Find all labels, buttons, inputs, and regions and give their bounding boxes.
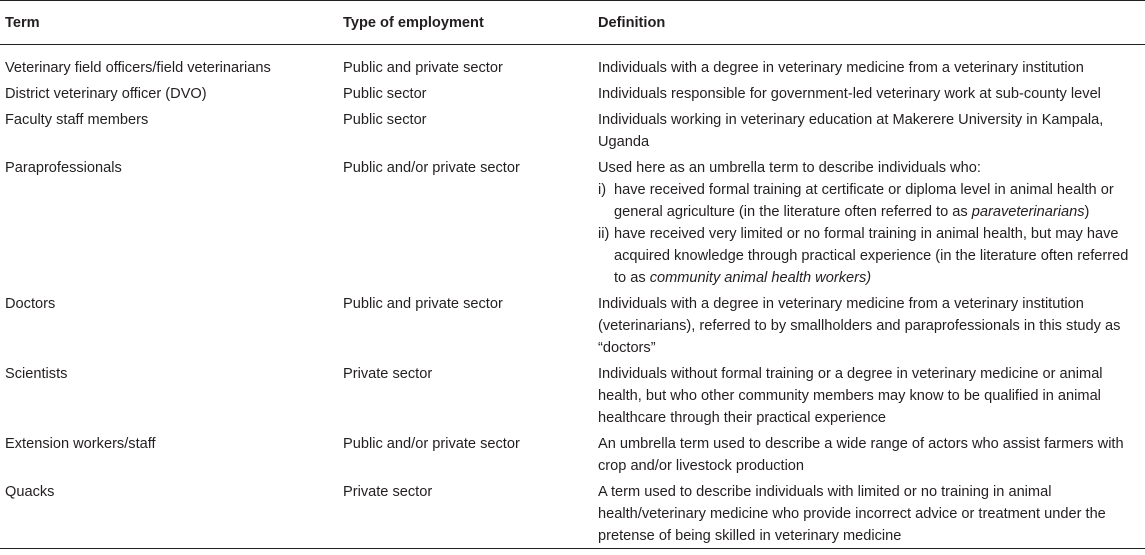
- list-text: have received very limited or no formal training in animal health, but may have acquired knowledge through practical experience (in the literature often referred to as community animal health workers): [614, 226, 1129, 286]
- header-term: Term: [0, 1, 338, 45]
- definition-cell: Individuals with a degree in veterinary medicine from a veterinary institution: [598, 60, 1084, 76]
- header-row: [0, 1, 1145, 45]
- employment-cell: Public sector: [343, 86, 427, 102]
- definition-cell: Individuals responsible for government-led veterinary work at sub-county level: [598, 86, 1101, 102]
- definition-cell: A term used to describe individuals with limited or no training in animal health/veterinary medicine who provide incorrect advice or treatment under the pretense of being skilled in veterinary medicine: [593, 477, 1145, 549]
- employment-cell: Public sector: [343, 112, 427, 128]
- employment-cell: Public and private sector: [343, 296, 503, 312]
- definition-list-item: [598, 179, 1143, 223]
- emphasis-term: community animal health workers): [649, 270, 872, 286]
- definition-list-item: [598, 223, 1143, 289]
- employment-cell: Private sector: [338, 477, 593, 549]
- list-text: have received formal training at certificate or diploma level in animal health or general agriculture (in the literature often referred to as paraveterinarians): [614, 182, 1114, 220]
- table-row: [0, 153, 1145, 289]
- term-cell: Faculty staff members: [5, 112, 149, 128]
- table-row: [0, 79, 1145, 105]
- table-row: [0, 289, 1145, 359]
- employment-cell: Public and private sector: [343, 60, 503, 76]
- table-row: [0, 359, 1145, 429]
- table-row: [0, 105, 1145, 153]
- table-row: [0, 429, 1145, 477]
- table-row: [0, 477, 1145, 549]
- definition-cell: Individuals with a degree in veterinary medicine from a veterinary institution (veterinarians), referred to by smallholders and paraprofessionals in this study as “doctors”: [598, 296, 1121, 356]
- table-row: [0, 45, 1145, 80]
- term-cell: Quacks: [0, 477, 338, 549]
- list-marker: ii): [598, 226, 610, 242]
- list-marker: i): [598, 182, 607, 198]
- table-body: [0, 45, 1145, 549]
- employment-cell: Private sector: [343, 366, 433, 382]
- emphasis-term: paraveterinarians: [971, 204, 1085, 220]
- table-header: [0, 1, 1145, 45]
- header-definition: Definition: [593, 1, 1145, 45]
- term-cell: District veterinary officer (DVO): [5, 86, 207, 102]
- term-cell: Scientists: [5, 366, 68, 382]
- term-cell: Veterinary field officers/field veterinarians: [5, 60, 271, 76]
- definition-intro: Used here as an umbrella term to describe individuals who:: [598, 160, 981, 176]
- employment-cell: Public and/or private sector: [343, 436, 520, 452]
- definition-cell: Individuals without formal training or a degree in veterinary medicine or animal health, but who other community members may know to be qualified in animal healthcare through their practical experience: [598, 366, 1103, 426]
- header-employment: Type of employment: [338, 1, 593, 45]
- definition-cell: An umbrella term used to describe a wide range of actors who assist farmers with crop and/or livestock production: [598, 436, 1124, 474]
- term-cell: Paraprofessionals: [5, 160, 122, 176]
- term-cell: Extension workers/staff: [5, 436, 156, 452]
- definition-cell: [593, 153, 1145, 289]
- employment-cell: Public and/or private sector: [343, 160, 520, 176]
- definition-cell: Individuals working in veterinary education at Makerere University in Kampala, Uganda: [598, 112, 1104, 150]
- term-cell: Doctors: [5, 296, 56, 312]
